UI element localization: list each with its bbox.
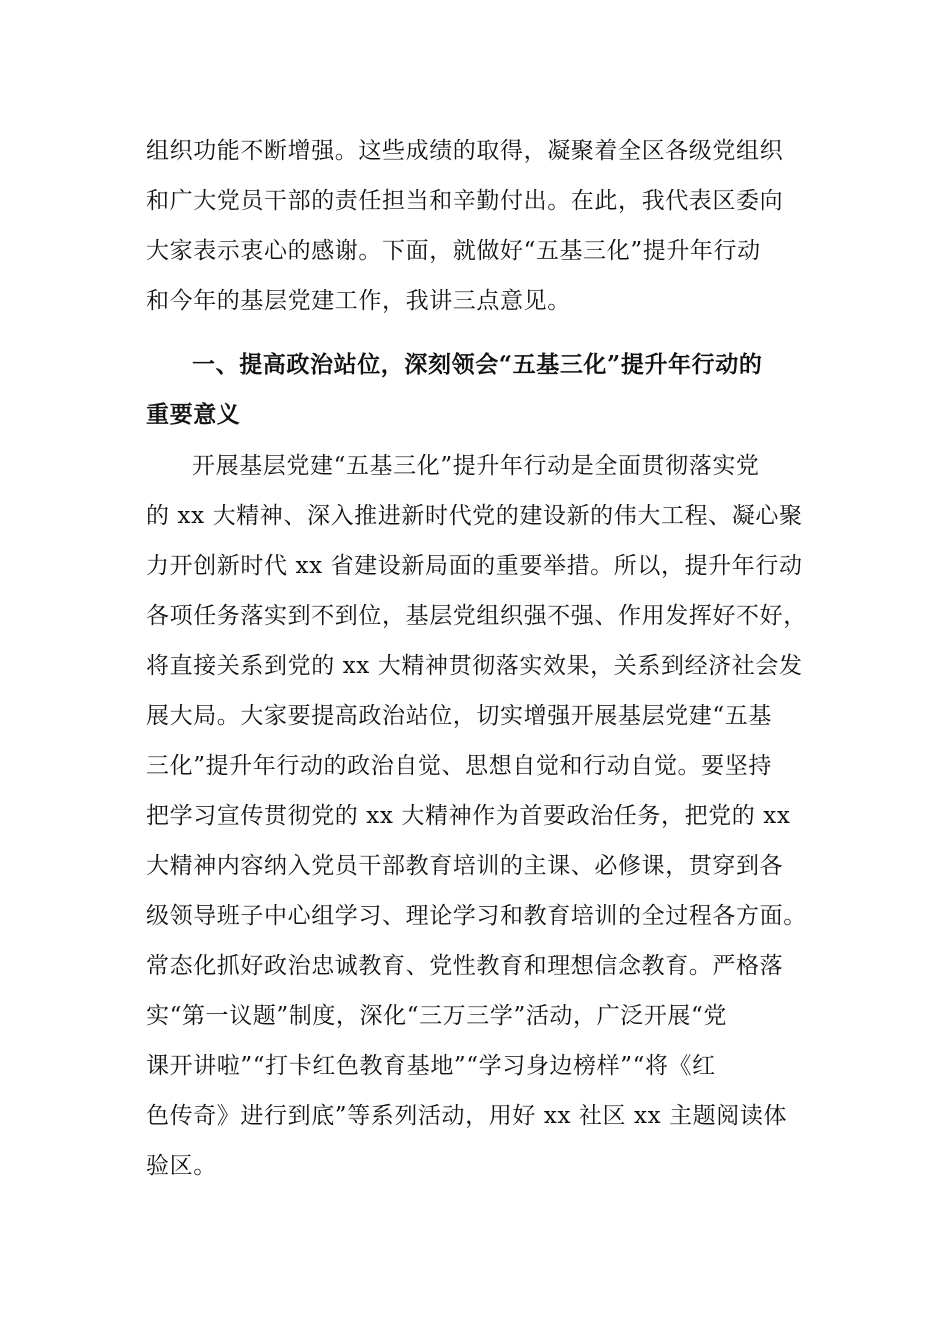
body-line-7: 三化”提升年行动的政治自觉、思想自觉和行动自觉。要坚持 [146,753,772,779]
section-heading-line-2: 重要意义 [146,401,241,428]
body-line-3: 力开创新时代 xx 省建设新局面的重要举措。所以，提升年行动 [146,553,803,579]
section-heading-line-1: 一、提高政治站位，深刻领会“五基三化”提升年行动的 [192,351,763,378]
body-line-15: 验区。 [146,1153,217,1179]
body-line-11: 常态化抓好政治忠诚教育、党性教育和理想信念教育。严格落 [146,953,784,979]
body-line-8: 把学习宣传贯彻党的 xx 大精神作为首要政治任务，把党的 xx [146,803,791,829]
intro-line-4: 和今年的基层党建工作，我讲三点意见。 [146,288,571,314]
body-line-5: 将直接关系到党的 xx 大精神贯彻落实效果，关系到经济社会发 [146,653,803,679]
body-line-9: 大精神内容纳入党员干部教育培训的主课、必修课，贯穿到各 [146,853,784,879]
body-line-6: 展大局。大家要提高政治站位，切实增强开展基层党建“五基 [146,703,772,729]
body-line-1: 开展基层党建“五基三化”提升年行动是全面贯彻落实党 [192,453,760,479]
body-line-10: 级领导班子中心组学习、理论学习和教育培训的全过程各方面。 [146,903,807,929]
intro-line-2: 和广大党员干部的责任担当和辛勤付出。在此，我代表区委向 [146,188,784,214]
body-line-14: 色传奇》进行到底”等系列活动，用好 xx 社区 xx 主题阅读体 [146,1103,788,1129]
intro-line-3: 大家表示衷心的感谢。下面，就做好“五基三化”提升年行动 [146,238,761,264]
body-line-4: 各项任务落实到不到位，基层党组织强不强、作用发挥好不好， [146,603,807,629]
body-line-12: 实“第一议题”制度，深化“三万三学”活动，广泛开展“党 [146,1003,727,1029]
body-line-13: 课开讲啦”“打卡红色教育基地”“学习身边榜样”“将《红 [146,1053,716,1079]
intro-line-1: 组织功能不断增强。这些成绩的取得，凝聚着全区各级党组织 [146,138,784,164]
body-line-2: 的 xx 大精神、深入推进新时代党的建设新的伟大工程、凝心聚 [146,503,803,529]
